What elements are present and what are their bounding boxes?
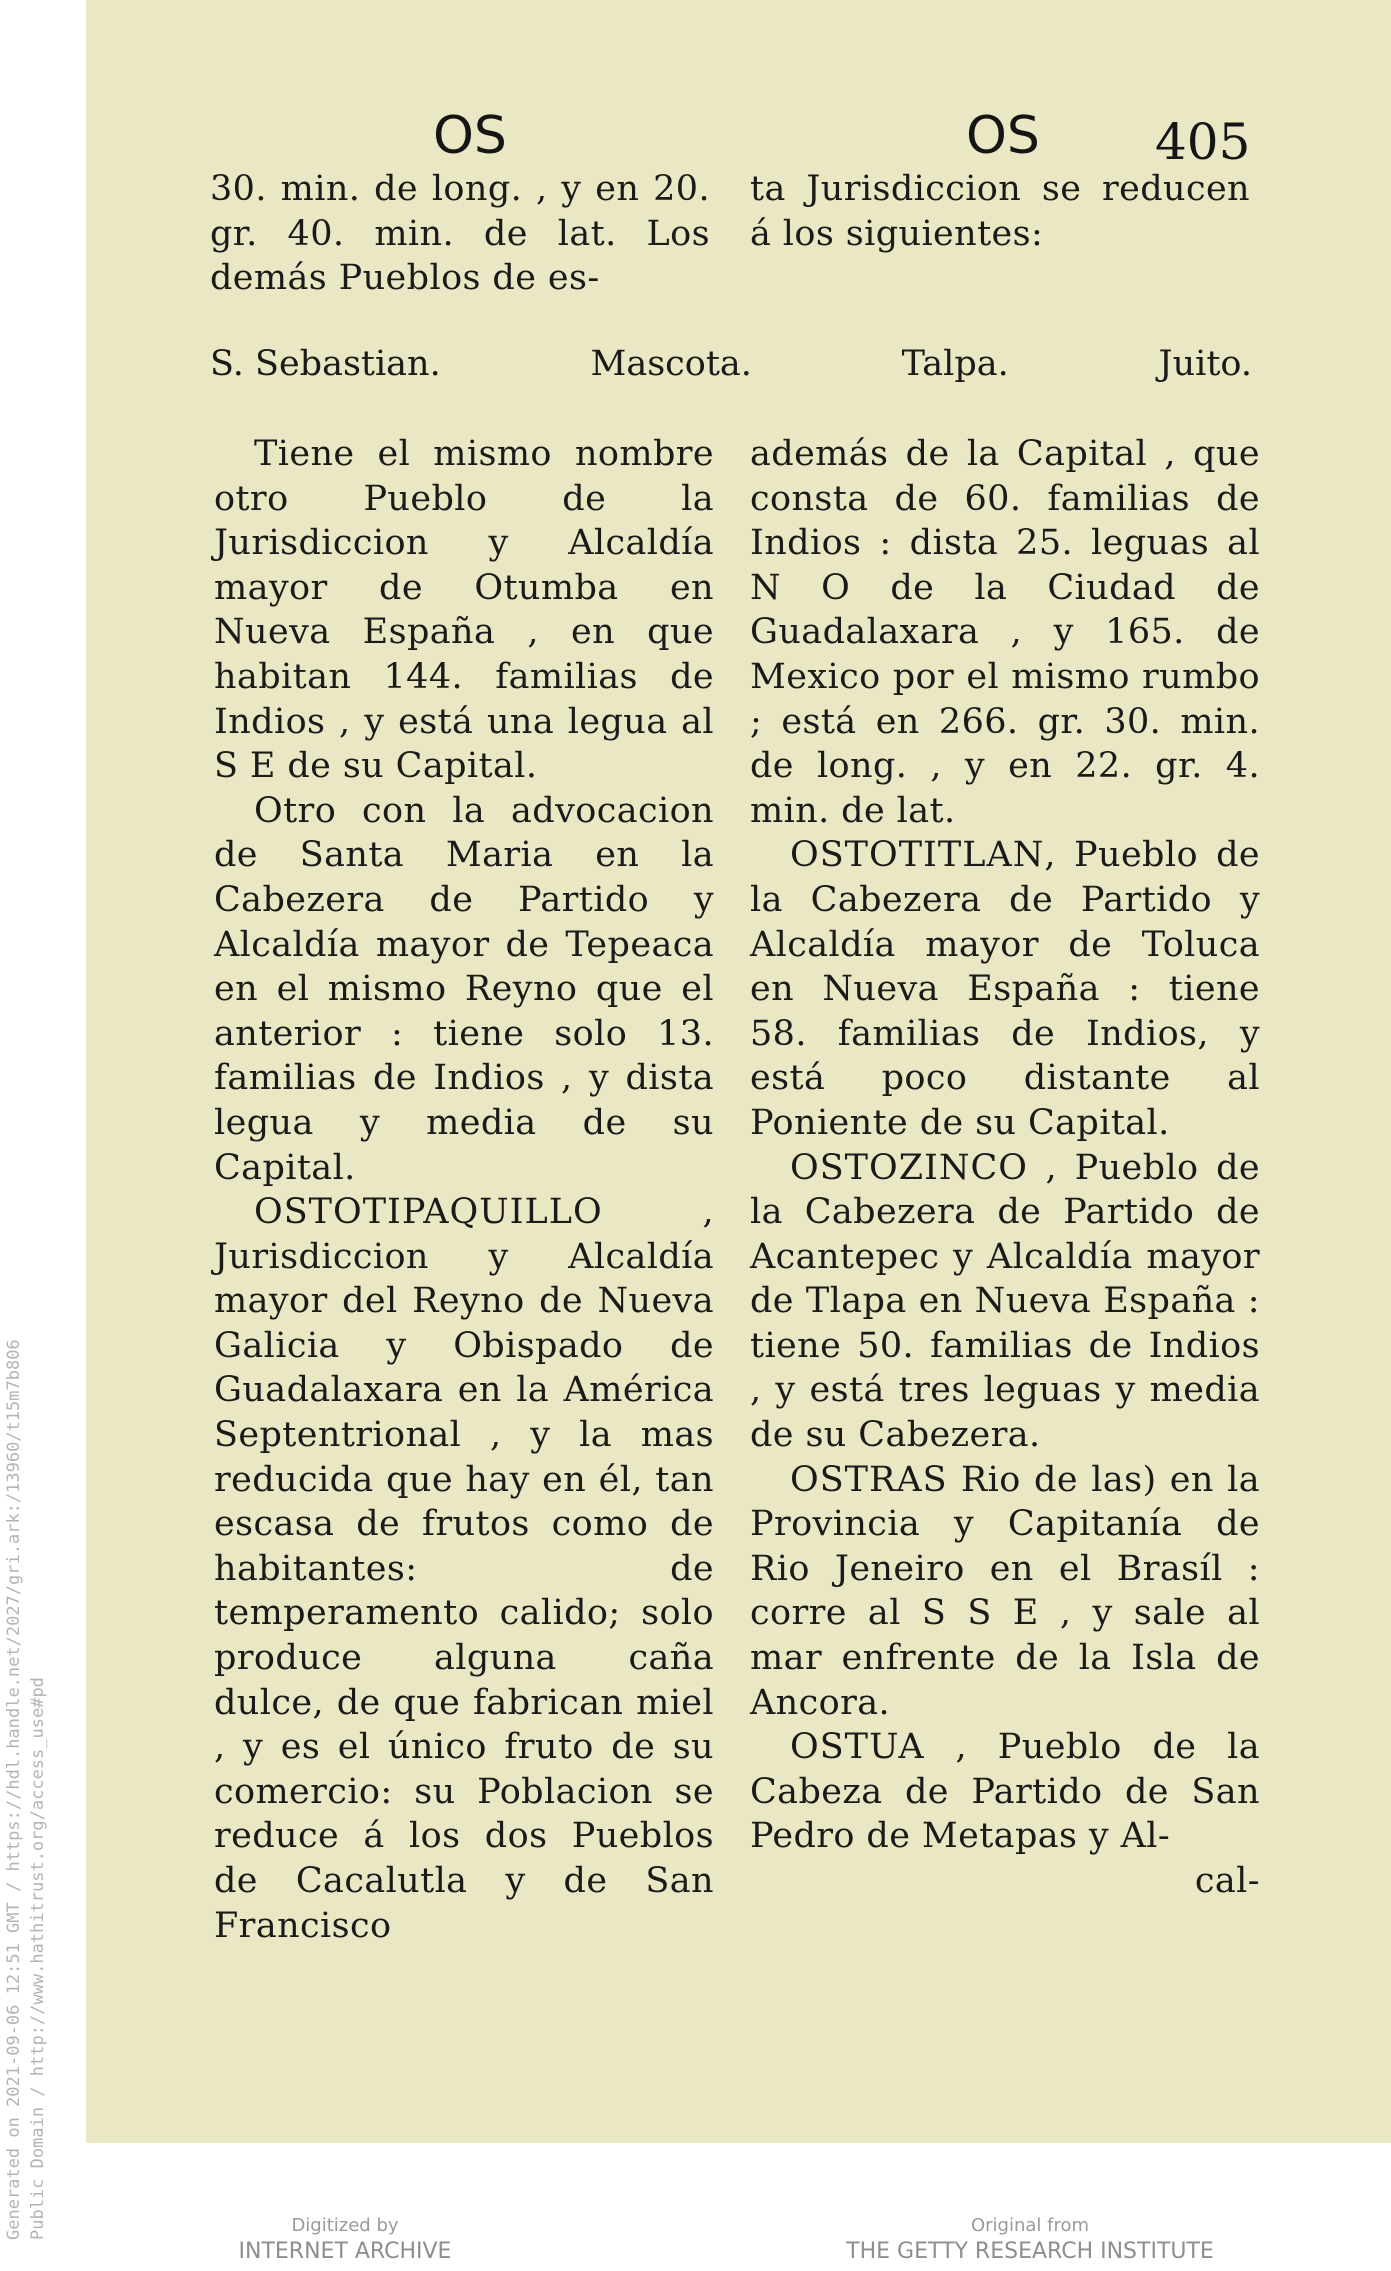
entry-text: , Pueblo de la Cabeza de Partido de San Pedro de Metapas y Al- — [750, 1727, 1260, 1857]
entry-text: , Pueblo de la Cabezera de Partido y Alcaldía mayor de Toluca en Nueva España : tiene 58. familias de Indios, y está poco distante al Poniente de su Capital. — [750, 835, 1260, 1143]
top-left-text — [210, 167, 710, 301]
left-column — [214, 432, 714, 1948]
paragraph-otumba: Tiene el mismo nombre otro Pueblo de la Jurisdiccion y Alcaldía mayor de Otumba en Nueva España , en que habitan 144. familias de Indios , y está una legua al S E de su Capital. — [214, 434, 714, 787]
footer-digitized-by — [200, 2214, 490, 2266]
entry-heading: OSTRAS — [790, 1459, 948, 1500]
entry-heading: OSTOTITLAN — [790, 835, 1045, 876]
page-number: 405 — [1155, 113, 1251, 171]
entry-heading: OSTOTIPAQUILLO — [254, 1192, 603, 1233]
internet-archive-logo: INTERNET ARCHIVE — [238, 2239, 452, 2264]
place-name: Juito. — [1158, 344, 1252, 384]
watermark-line-generated: Generated on 2021-09-06 12:51 GMT / https://hdl.handle.net/2027/gri.ark:/13960/t15m7b806 — [4, 1339, 24, 2240]
watermark-line-rights: Public Domain / http://www.hathitrust.org/access_use#pd — [28, 1677, 48, 2240]
entry-ostozinco — [750, 1146, 1260, 1458]
entry-ostras — [750, 1458, 1260, 1726]
entry-text: , Pueblo de la Cabezera de Partido de Acantepec y Alcaldía mayor de Tlapa en Nueva España : tiene 50. familias de Indios , y está tres leguas y media de su Cabezera. — [750, 1147, 1260, 1456]
footer-small-label: Original from — [970, 2215, 1090, 2236]
entry-ostotipaquillo — [214, 1190, 714, 1948]
place-name: Mascota. — [590, 344, 752, 384]
entry-heading: OSTOZINCO — [790, 1147, 1028, 1188]
footer-small-label: Digitized by — [291, 2215, 399, 2236]
paragraph-continuation: además de la Capital , que consta de 60. familias de Indios : dista 25. leguas al N O de la Ciudad de Guadalaxara , y 165. de Mexico por el mismo rumbo ; está en 266. gr. 30. min. de long. , y en 22. gr. 4. min. de lat. — [750, 434, 1260, 831]
footer-original-from — [830, 2214, 1230, 2266]
place-name: S. Sebastian. — [210, 344, 441, 384]
entry-ostua — [750, 1725, 1260, 1859]
entry-ostotitlan — [750, 833, 1260, 1145]
top-right-text — [750, 167, 1250, 256]
place-names-row — [210, 342, 1252, 386]
place-name: Talpa. — [901, 344, 1009, 384]
entry-heading: OSTUA — [790, 1727, 925, 1768]
entry-text: Rio de las) en la Provincia y Capitanía de Rio Jeneiro en el Brasíl : corre al S S E , y sale al mar enfrente de la Isla de Ancora. — [750, 1459, 1261, 1723]
right-column — [750, 432, 1260, 1904]
getty-research-institute-logo: THE GETTY RESEARCH INSTITUTE — [846, 2239, 1214, 2264]
running-head-left: OS — [433, 106, 507, 166]
hathitrust-watermark — [2, 1339, 50, 2240]
running-head-right: OS — [966, 106, 1040, 166]
catchword: cal- — [1194, 1861, 1260, 1901]
entry-text: , Jurisdiccion y Alcaldía mayor del Reyno de Nueva Galicia y Obispado de Guadalaxara en la América Septentrional , y la mas reducida que hay en él, tan escasa de frutos como de habitantes: de temperamento calido; solo produce alguna caña dulce, de que fabrican miel , y es el único fruto de su comercio: su Poblacion se reduce á los dos Pueblos de Cacalutla y de San Francisco — [214, 1192, 714, 1946]
paragraph-tepeaca: Otro con la advocacion de Santa Maria en la Cabezera de Partido y Alcaldía mayor de Tepeaca en el mismo Reyno que el anterior : tiene solo 13. familias de Indios , y dista legua y media de su Capital. — [214, 790, 714, 1188]
top-right-paragraph: ta Jurisdiccion se reducen á los siguientes: — [750, 169, 1250, 254]
top-left-paragraph: 30. min. de long. , y en 20. gr. 40. min. de lat. Los demás Pueblos de es- — [210, 169, 710, 299]
